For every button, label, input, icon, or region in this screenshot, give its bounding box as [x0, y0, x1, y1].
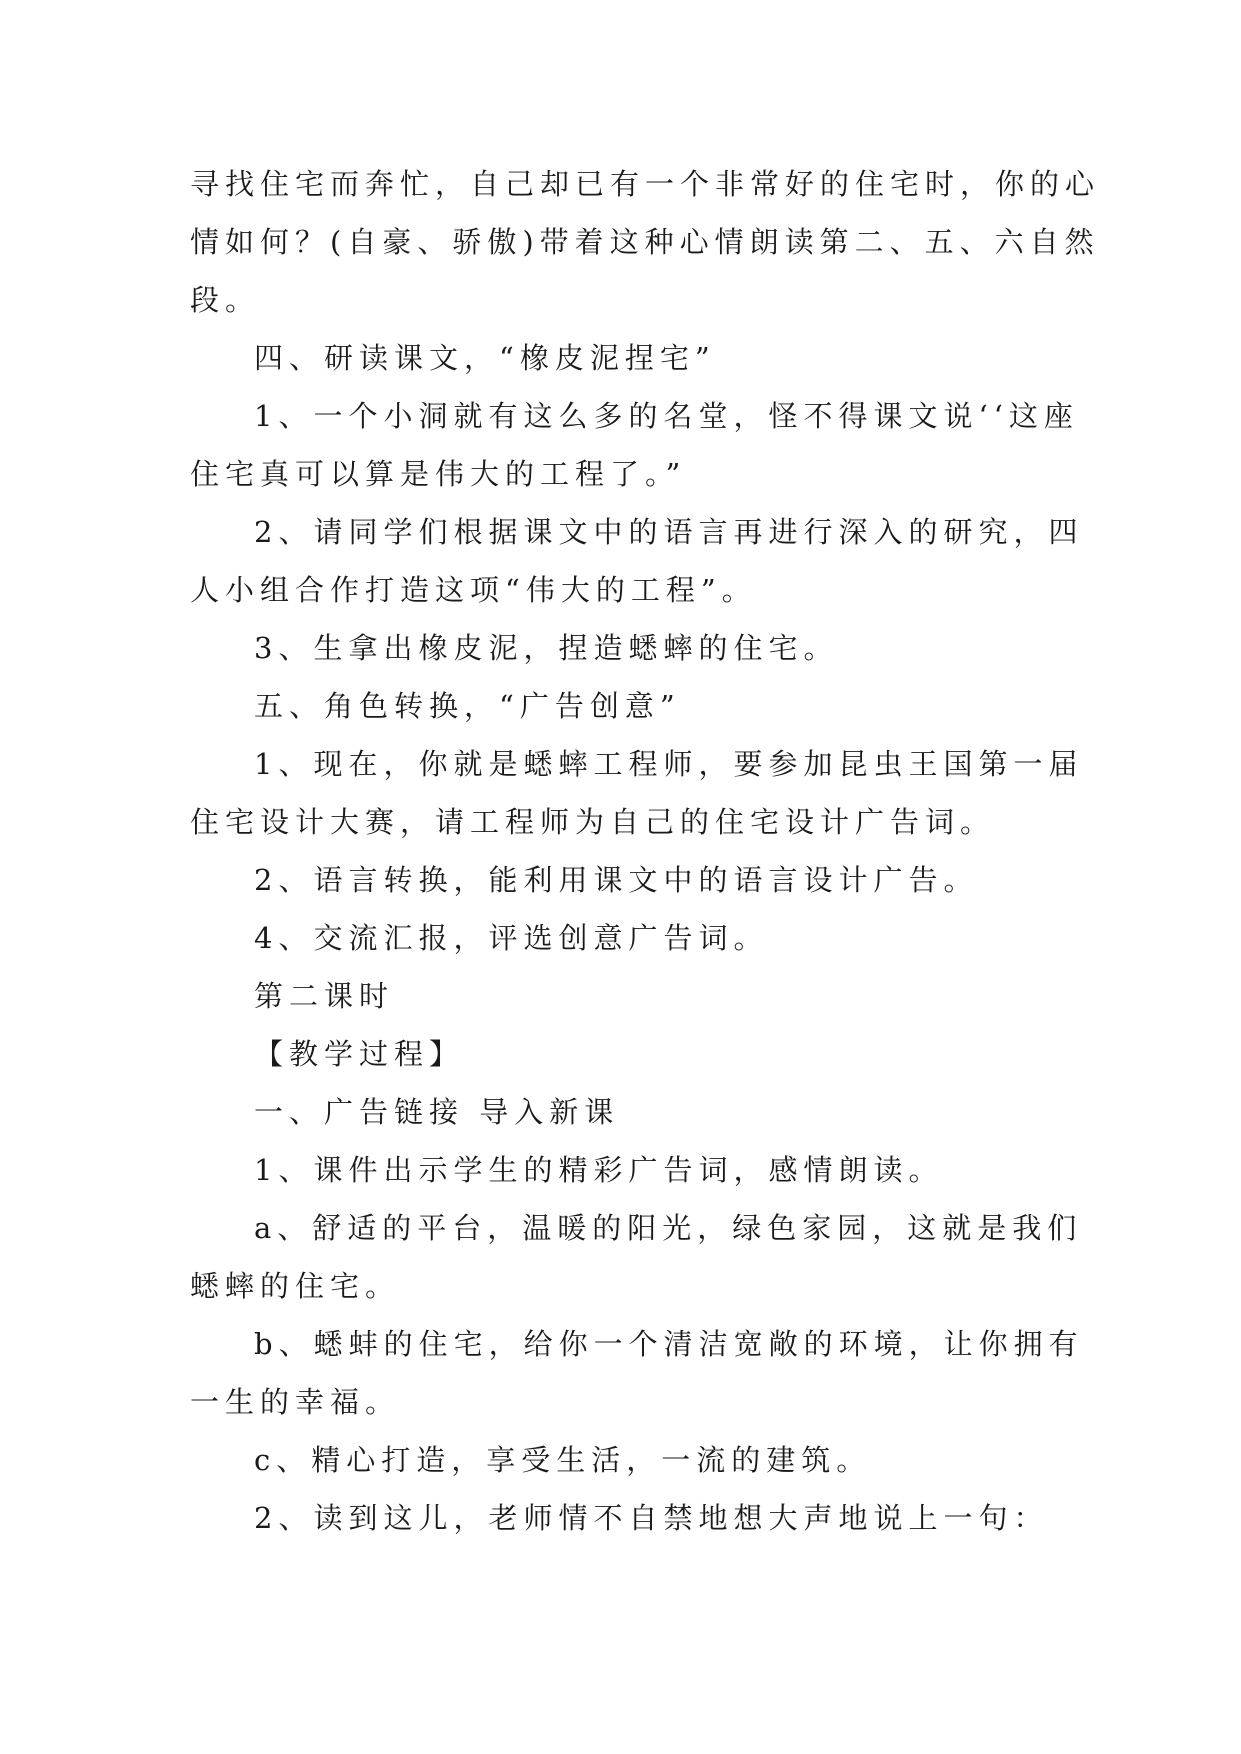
text-line: 住宅设计大赛，请工程师为自己的住宅设计广告词。 [190, 805, 996, 839]
text-line: 人小组合作打造这项“伟大的工程”。 [190, 573, 757, 607]
text-line: 住宅真可以算是伟大的工程了。” [190, 457, 687, 491]
process-heading: 【教学过程】 [254, 1037, 465, 1071]
section-heading: 五、角色转换，“广告创意” [254, 689, 681, 723]
text-line: 蟋蟀的住宅。 [190, 1269, 401, 1303]
text-line: 1、一个小洞就有这么多的名堂，怪不得课文说‘‘这座 [254, 399, 1079, 433]
text-line: 1、课件出示学生的精彩广告词，感情朗读。 [254, 1153, 944, 1187]
text-line: 情如何？(自豪、骄傲)带着这种心情朗读第二、五、六自然 [190, 225, 1100, 259]
text-line: 3、生拿出橡皮泥，捏造蟋蟀的住宅。 [254, 631, 839, 665]
text-line: 1、现在，你就是蟋蟀工程师，要参加昆虫王国第一届 [254, 747, 1084, 781]
text-line: 2、语言转换，能利用课文中的语言设计广告。 [254, 863, 979, 897]
text-line: 寻找住宅而奔忙，自己却已有一个非常好的住宅时，你的心 [190, 167, 1101, 201]
text-line: 2、请同学们根据课文中的语言再进行深入的研究，四 [254, 515, 1084, 549]
text-line: 段。 [190, 283, 261, 317]
section-heading: 一、广告链接 导入新课 [254, 1095, 620, 1129]
text-line: a、舒适的平台，温暖的阳光，绿色家园，这就是我们 [254, 1211, 1083, 1245]
section-heading: 四、研读课文，“橡皮泥捏宅” [254, 341, 716, 375]
text-line: 一生的幸福。 [190, 1385, 401, 1419]
text-line: b、蟋蚌的住宅，给你一个清洁宽敞的环境，让你拥有 [254, 1327, 1084, 1361]
lesson-heading: 第二课时 [254, 979, 395, 1013]
text-line: c、精心打造，享受生活，一流的建筑。 [254, 1443, 872, 1477]
text-line: 2、读到这儿，老师情不自禁地想大声地说上一句： [254, 1501, 1049, 1535]
text-line: 4、交流汇报，评选创意广告词。 [254, 921, 769, 955]
